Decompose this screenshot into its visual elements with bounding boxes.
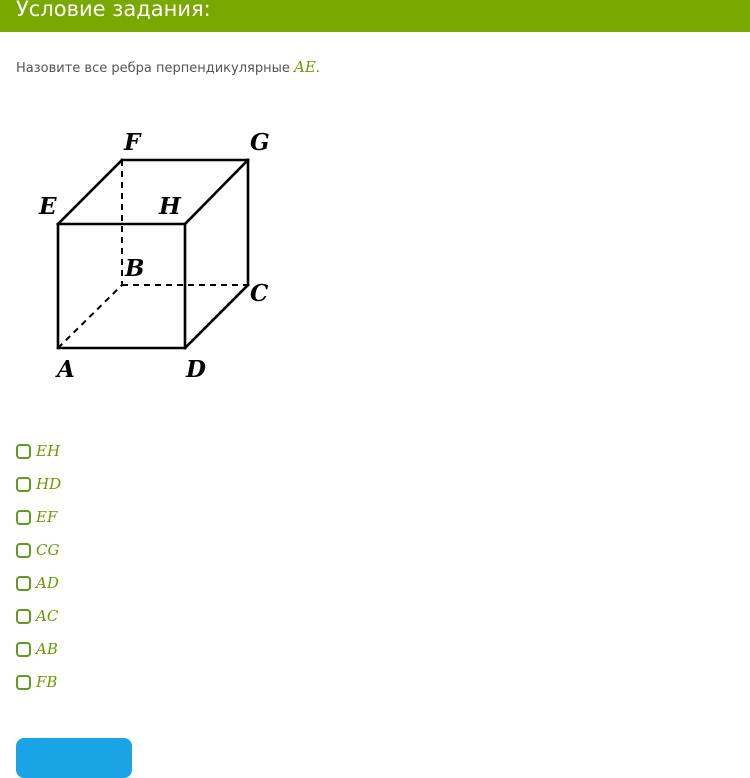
option-label: EH: [36, 442, 61, 460]
option-item[interactable]: [16, 669, 136, 695]
vertex-e: E: [39, 193, 57, 220]
option-label: EF: [36, 508, 58, 526]
edge-ab: [58, 285, 122, 348]
edge-gh: [185, 160, 248, 224]
edge-dc: [185, 285, 248, 348]
vertex-c: C: [250, 280, 269, 307]
task-header: [0, 0, 750, 32]
submit-button[interactable]: [16, 738, 132, 778]
option-label: AB: [36, 640, 58, 658]
option-label: AC: [36, 607, 59, 625]
option-item[interactable]: [16, 438, 136, 464]
option-item[interactable]: [16, 603, 136, 629]
checkbox-icon[interactable]: [16, 444, 31, 459]
option-item[interactable]: [16, 636, 136, 662]
checkbox-icon[interactable]: [16, 576, 31, 591]
edge-ef: [58, 160, 122, 224]
vertex-h: H: [159, 193, 181, 220]
option-label: HD: [36, 475, 62, 493]
option-label: AD: [36, 574, 59, 592]
question-text: [16, 58, 320, 76]
option-item[interactable]: [16, 570, 136, 596]
vertex-b: B: [125, 255, 145, 282]
question-end: .: [315, 61, 320, 76]
vertex-a: A: [57, 356, 75, 383]
checkbox-icon[interactable]: [16, 609, 31, 624]
checkbox-icon[interactable]: [16, 510, 31, 525]
vertex-f: F: [124, 129, 141, 156]
option-item[interactable]: [16, 471, 136, 497]
header-title: Условие задания:: [16, 0, 211, 21]
option-item[interactable]: [16, 504, 136, 530]
checkbox-icon[interactable]: [16, 543, 31, 558]
question-prompt: Назовите все ребра перпендикулярные: [16, 61, 290, 76]
checkbox-icon[interactable]: [16, 477, 31, 492]
checkbox-icon[interactable]: [16, 642, 31, 657]
vertex-d: D: [186, 356, 206, 383]
checkbox-icon[interactable]: [16, 675, 31, 690]
option-label: CG: [36, 541, 60, 559]
option-label: FB: [36, 673, 58, 691]
cube-figure: [30, 120, 290, 390]
vertex-g: G: [250, 129, 270, 156]
option-item[interactable]: [16, 537, 136, 563]
question-edge: AE: [294, 58, 316, 76]
